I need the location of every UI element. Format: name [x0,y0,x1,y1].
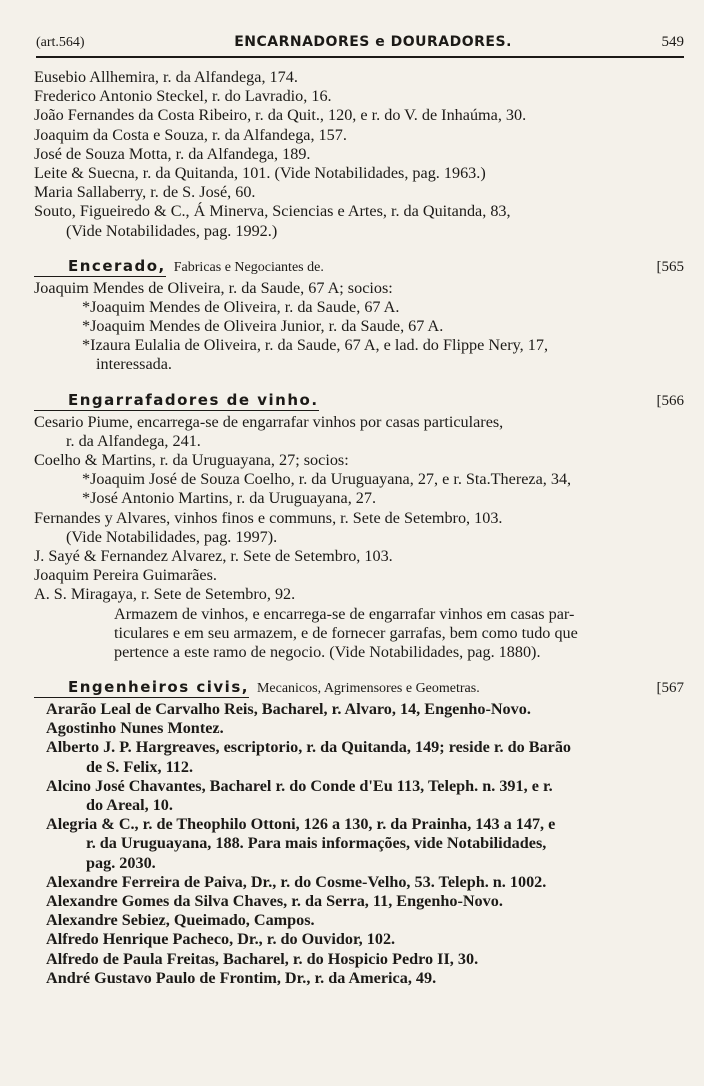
list-item: Alegria & C., r. de Theophilo Ottoni, 126 a 130, r. da Prainha, 143 a 147, e [46,815,556,834]
list-item: Souto, Figueiredo & C., Á Minerva, Sciencias e Artes, r. da Quitanda, 83, [34,202,511,221]
entries-engarrafadores [34,413,684,662]
list-item: Alexandre Ferreira de Paiva, Dr., r. do Cosme-Velho, 53. Teleph. n. 1002. [46,872,547,891]
list-item: *Joaquim José de Souza Coelho, r. da Uruguayana, 27, e r. Sta.Thereza, 34, [82,470,572,489]
list-item: Alcino José Chavantes, Bacharel r. do Conde d'Eu 113, Teleph. n. 391, e r. [46,776,553,795]
list-item: Eusebio Allhemira, r. da Alfandega, 174. [34,68,298,86]
list-item: Cesario Piume, encarrega-se de engarrafar vinhos por casas particulares, [34,412,504,431]
section-heading-engenheiros [34,678,684,700]
list-item-description: pertence a este ramo de negocio. (Vide Notabilidades, pag. 1880). [114,642,541,661]
list-item-continuation: (Vide Notabilidades, pag. 1997). [66,527,278,546]
list-item: Leite & Suecna, r. da Quitanda, 101. (Vide Notabilidades, pag. 1963.) [34,163,486,182]
list-item: Fernandes y Alvares, vinhos finos e communs, r. Sete de Setembro, 103. [34,508,503,527]
list-item: Joaquim Pereira Guimarães. [34,566,217,585]
section-title: Engarrafadores de vinho. [34,391,319,411]
list-item: Frederico Antonio Steckel, r. do Lavradio, 16. [34,87,332,106]
page-title: ENCARNADORES e DOURADORES. [234,34,512,50]
list-item: J. Sayé & Fernandez Alvarez, r. Sete de Setembro, 103. [34,546,393,565]
list-item-continuation: (Vide Notabilidades, pag. 1992.) [66,221,278,240]
page-content [34,68,684,988]
list-item: Alberto J. P. Hargreaves, escriptorio, r. da Quitanda, 149; reside r. do Barão [46,738,572,757]
entries-engenheiros [34,700,684,988]
section-subtitle: Fabricas e Negociantes de. [173,259,324,275]
section-subtitle: Mecanicos, Agrimensores e Geometras. [256,681,480,697]
list-item: *Joaquim Mendes de Oliveira Junior, r. da Saude, 67 A. [82,317,444,336]
entries-encerado [34,279,684,375]
list-item: João Fernandes da Costa Ribeiro, r. da Quit., 120, e r. do V. de Inhaúma, 30. [34,106,527,125]
list-item: José de Souza Motta, r. da Alfandega, 189. [34,144,311,163]
section-title: Engenheiros civis, [34,678,249,698]
list-item: Maria Sallaberry, r. de S. José, 60. [34,183,256,202]
list-item: Alexandre Gomes da Silva Chaves, r. da Serra, 11, Engenho-Novo. [46,891,503,910]
list-item: Joaquim da Costa e Souza, r. da Alfandega, 157. [34,125,347,144]
list-item-continuation: de S. Felix, 112. [86,757,194,776]
list-item: *Joaquim Mendes de Oliveira, r. da Saude, 67 A. [82,297,400,316]
list-item: *Izaura Eulalia de Oliveira, r. da Saude, 67 A, e lad. do Flippe Nery, 17, [82,336,548,355]
article-number: (art.564) [36,35,85,50]
list-item: Coelho & Martins, r. da Uruguayana, 27; socios: [34,451,349,469]
list-item: Alfredo de Paula Freitas, Bacharel, r. do Hospicio Pedro II, 30. [46,949,479,968]
list-item-continuation: pag. 2030. [86,853,156,872]
list-item-continuation: do Areal, 10. [86,796,173,814]
list-item-description: ticulares e em seu armazem, e de fornecer garrafas, bem como tudo que [114,623,578,642]
page-header [36,34,684,58]
section-number: [566 [656,392,684,409]
list-item: Agostinho Nunes Montez. [46,719,224,738]
list-item: A. S. Miragaya, r. Sete de Setembro, 92. [34,585,296,604]
list-item-continuation: r. da Uruguayana, 188. Para mais informações, vide Notabilidades, [86,834,547,853]
section-number: [565 [656,258,684,275]
section-number: [567 [656,680,684,697]
list-item: *José Antonio Martins, r. da Uruguayana, 27. [82,489,377,508]
list-item-continuation: interessada. [96,355,172,374]
entries-encarnadores [34,68,684,241]
list-item: André Gustavo Paulo de Frontim, Dr., r. da America, 49. [46,968,437,987]
list-item-continuation: r. da Alfandega, 241. [66,431,201,450]
list-item: Ararão Leal de Carvalho Reis, Bacharel, r. Alvaro, 14, Engenho-Novo. [46,700,531,719]
section-heading-encerado [34,257,684,279]
section-heading-engarrafadores [34,391,684,413]
list-item: Alfredo Henrique Pacheco, Dr., r. do Ouvidor, 102. [46,930,396,949]
list-item: Alexandre Sebiez, Queimado, Campos. [46,911,315,930]
list-item-description: Armazem de vinhos, e encarrega-se de engarrafar vinhos em casas par- [114,604,575,623]
page-number: 549 [661,34,684,50]
section-title: Encerado, [34,257,166,277]
list-item: Joaquim Mendes de Oliveira, r. da Saude, 67 A; socios: [34,278,393,297]
